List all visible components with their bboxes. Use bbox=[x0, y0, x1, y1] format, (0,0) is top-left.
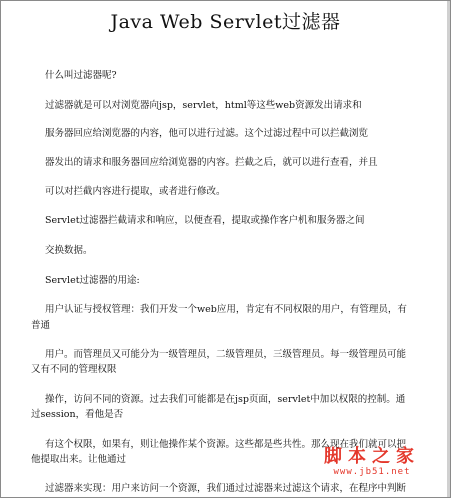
paragraph-line: 服务器回应给浏览器的内容，他可以进行过滤。这个过滤过程中可以拦截浏览 bbox=[45, 128, 369, 139]
paragraph-line: 用户认证与授权管理：我们开发一个web应用，肯定有不同权限的用户，有管理员，有 bbox=[45, 304, 407, 315]
watermark-logo-text: 脚本之家 bbox=[324, 446, 420, 467]
paragraph-line: 什么叫过滤器呢? bbox=[45, 70, 117, 81]
paragraph-line: Servlet过滤器拦截请求和响应，以便查看，提取或操作客户机和服务器之间 bbox=[45, 215, 365, 226]
site-watermark bbox=[324, 447, 420, 477]
paragraph-line: 可以对拦截内容进行提取，或者进行修改。 bbox=[45, 186, 226, 197]
paragraph-line: 用户。而管理员又可能分为一级管理员，二级管理员，三级管理员。每一级管理员可能 bbox=[45, 349, 407, 360]
paragraph-line: 交换数据。 bbox=[45, 245, 93, 256]
watermark-url: www.jb51.net bbox=[333, 467, 411, 477]
paragraph-line: 操作，访问不同的资源。过去我们可能都是在jsp页面，servlet中加以权限的控制。通 bbox=[45, 394, 406, 405]
paragraph-line: 器发出的请求和服务器回应给浏览器的内容。拦截之后，就可以进行查看，并且 bbox=[45, 157, 378, 168]
page-title: Java Web Servlet过滤器 bbox=[110, 11, 341, 33]
paragraph-line: 有这个权限，如果有，则让他操作某个资源。这些都是些共性。那么现在我们就可以把 bbox=[45, 439, 407, 450]
paragraph-line: 过滤器就是可以对浏览器向jsp，servlet，html等这些web资源发出请求和 bbox=[45, 100, 362, 111]
page-edge bbox=[447, 1, 450, 497]
paragraph-line: 过滤器来实现：用户来访问一个资源，我们通过过滤器来过滤这个请求，在程序中判断 bbox=[45, 483, 407, 494]
section-heading: Servlet过滤器的用途: bbox=[45, 275, 140, 286]
paragraph-line: 过session，看他是否 bbox=[31, 409, 124, 420]
paragraph-line: 又有不同的管理权限 bbox=[31, 364, 117, 375]
paragraph-line: 普通 bbox=[31, 320, 51, 331]
paragraph-line: 他提取出来。让他通过 bbox=[31, 454, 127, 465]
